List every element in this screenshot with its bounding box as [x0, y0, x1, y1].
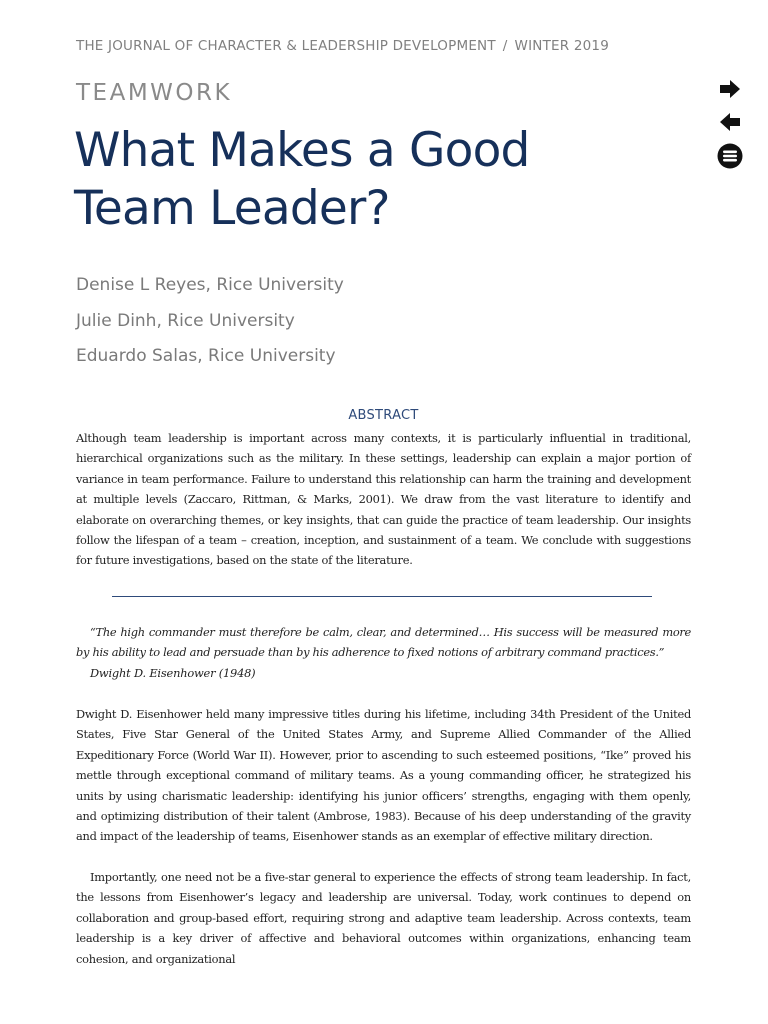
body-paragraph-2: Importantly, one need not be a five-star general to experience the effects of strong team leadership. In fact, the lessons from Eisenhower’s legacy and leadership are universal. Today, work continues to depend on collaboration and group-based effort, requiring strong and adaptive team leadership. Across contexts, team leadership is a key driver of affective and behavioral outcomes within organizations, enhancing team cohesion, and organizational	[76, 870, 691, 966]
author-list	[76, 272, 344, 379]
title-line-1: What Makes a Good	[74, 123, 530, 178]
next-page-button[interactable]	[716, 75, 744, 103]
abstract-heading: ABSTRACT	[348, 408, 419, 423]
epigraph-quote: “The high commander must therefore be calm, clear, and determined… His success will be measured more by his ability to lead and persuade than by his adherence to fixed notions of arbitrary command practices.”	[76, 625, 691, 660]
epigraph-attribution: Dwight D. Eisenhower (1948)	[90, 666, 256, 680]
menu-circle-icon	[717, 143, 743, 169]
previous-page-button[interactable]	[716, 108, 744, 136]
article-title	[74, 122, 634, 238]
body-paragraph-1: Dwight D. Eisenhower held many impressive titles during his lifetime, including 34th President of the United States, Five Star General of the United States Army, and Supreme Allied Commander of the Allied Expeditionary Force (World War II). However, prior to ascending to such esteemed positions, “Ike” proved his mettle through exceptional command of military teams. As a young commanding officer, he strategized his units by using charismatic leadership: identifying his junior officers’ strengths, engaging with them openly, and optimizing distribution of their talent (Ambrose, 1983). Because of his deep understanding of the gravity and impact of the leadership of teams, Eisenhower stands as an exemplar of effective military direction.	[76, 707, 691, 844]
author-item: Julie Dinh, Rice University	[76, 310, 295, 331]
title-line-2: Team Leader?	[74, 181, 390, 236]
issue-date: WINTER 2019	[514, 38, 609, 54]
menu-button[interactable]	[716, 142, 744, 170]
abstract-text: Although team leadership is important across many contexts, it is particularly influential in traditional, hierarchical organizations such as the military. In these settings, leadership can explain a major portion of variance in team performance. Failure to understand this relationship can harm the training and development at multiple levels (Zaccaro, Rittman, & Marks, 2001). We draw from the vast literature to identify and elaborate on overarching themes, or key insights, that can guide the practice of team leadership. Our insights follow the lifespan of a team – creation, inception, and sustainment of a team. We conclude with suggestions for future investigations, based on the state of the literature.	[76, 431, 691, 568]
journal-name: THE JOURNAL OF CHARACTER & LEADERSHIP DEVELOPMENT	[76, 38, 496, 54]
author-item: Eduardo Salas, Rice University	[76, 346, 336, 366]
section-divider	[112, 596, 652, 597]
arrow-left-icon	[718, 110, 742, 134]
arrow-right-icon	[718, 77, 742, 101]
author-item: Denise L Reyes, Rice University	[76, 275, 344, 295]
header-separator: /	[502, 38, 508, 54]
running-header	[76, 38, 609, 54]
section-label: TEAMWORK	[76, 80, 233, 106]
